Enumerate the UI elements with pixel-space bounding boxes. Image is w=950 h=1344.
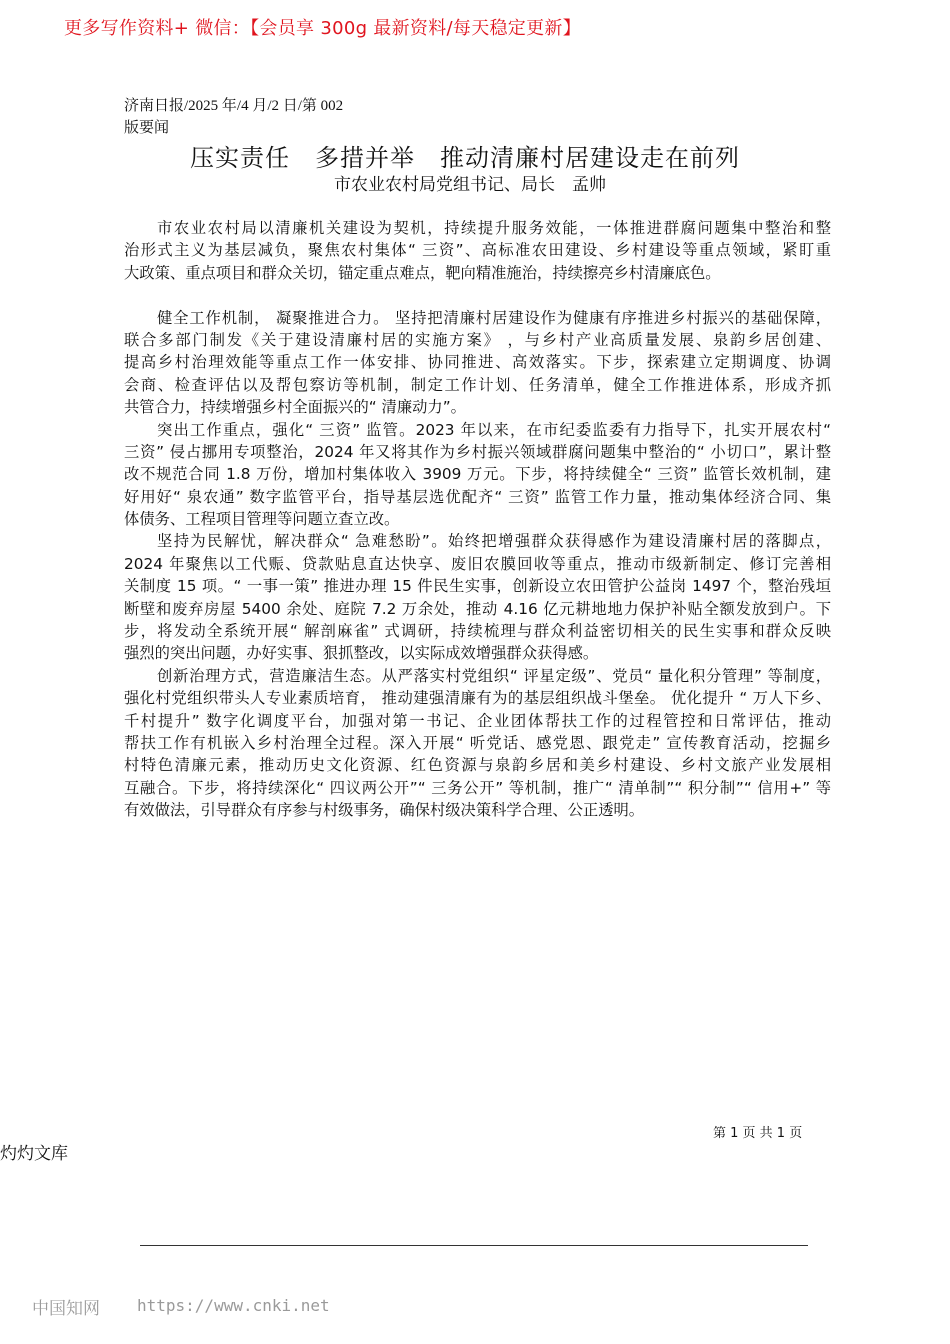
footer-divider [140,1245,808,1246]
paragraph-line: 2024 年聚焦以工代赈、贷款贴息直达快享、废旧农膜回收等重点，推动市级新制定、修订完善相 [124,554,831,573]
paragraph-line: 村特色清廉元素，推动历史文化资源、红色资源与泉韵乡居和美乡村建设、乡村文旅产业发展相 [124,756,831,775]
source-line: 济南日报/2025 年/4 月/2 日/第 002 [124,98,344,114]
paragraph-line: 共管合力，持续增强乡村全面振兴的“ 清廉动力”。 [124,398,466,417]
paragraph-line: 联合多部门制发《关于建设清廉村居的实施方案》 ，与乡村产业高质量发展、泉韵乡居创建、 [124,330,831,349]
paragraph-line: 三资” 侵占挪用专项整治，2024 年又将其作为乡村振兴领域群腐问题集中整治的“ 小切口”，累计整 [124,442,831,461]
paragraph-line: 有效做法，引导群众有序参与村级事务，确保村级决策科学合理、公正透明。 [124,801,645,820]
paragraph-line: 市农业农村局以清廉机关建设为契机，持续提升服务效能，一体推进群腐问题集中整治和整 [157,219,831,237]
paragraph [124,665,831,822]
paragraph-line: 治形式主义为基层减负，聚焦农村集体“ 三资”、高标准农田建设、乡村建设等重点领域，紧盯重 [124,241,831,260]
paragraph-line: 大政策、重点项目和群众关切，锚定重点难点，靶向精准施治，持续擦亮乡村清廉底色。 [124,263,721,282]
paragraph-line: 健全工作机制， 凝聚推进合力。 坚持把清廉村居建设作为健康有序推进乡村振兴的基础保障， [157,308,831,327]
paragraph-line: 创新治理方式，营造廉洁生态。从严落实村党组织“ 评星定级”、党员“ 量化积分管理” 等制度， [157,666,831,685]
paragraph-line: 坚持为民解忧，解决群众“ 急难愁盼”。始终把增强群众获得感作为建设清廉村居的落脚点， [157,532,831,551]
paragraph [124,530,831,664]
cnki-url-link[interactable]: https://www.cnki.net [137,1296,330,1315]
paragraph-line: 突出工作重点，强化“ 三资” 监管。2023 年以来，在市纪委监委有力指导下，扎实开展农村“ [157,420,831,439]
paragraph [124,419,831,531]
paragraph-line: 体债务、工程项目管理等问题立查立改。 [124,510,400,529]
promo-banner: 更多写作资料+ 微信：【会员享 300g 最新资料/每天稳定更新】 [64,18,581,39]
paragraph-line: 帮扶工作有机嵌入乡村治理全过程。深入开展“ 听党话、感党恩、跟党走” 宣传教育活动，挖掘乡 [124,733,831,752]
cnki-logo-text: 中国知网 [32,1299,100,1319]
paragraph-line: 断壁和废弃房屋 5400 余处、庭院 7.2 万余处，推动 4.16 亿元耕地地力保护补贴全额发放到户。下 [124,599,831,618]
paragraph [124,307,831,419]
paragraph-line: 千村提升” 数字化调度平台，加强对第一书记、企业团体帮扶工作的过程管控和日常评估，推动 [124,711,831,730]
paragraph-line: 提高乡村治理效能等重点工作一体安排、协同推进、高效落实。下步，探索建立定期调度、协调 [124,353,831,372]
paragraph-line: 会商、检查评估以及帮包察访等机制，制定工作计划、任务清单，健全工作推进体系，形成齐抓 [124,375,831,394]
article-author: 市农业农村局党组书记、局长 孟帅 [334,175,606,195]
paragraph-line: 互融合。下步，将持续深化“ 四议两公开”“ 三务公开” 等机制，推广“ 清单制”“ 积分制”“ 信用+” 等 [124,778,831,797]
library-label: 灼灼文库 [0,1144,68,1164]
page-number: 第 1 页 共 1 页 [713,1126,803,1141]
source-line-continued: 版要闻 [124,118,170,136]
paragraph [124,217,831,284]
paragraph-line: 改不规范合同 1.8 万份，增加村集体收入 3909 万元。下步，将持续健全“ 三资” 监管长效机制，建 [124,465,831,484]
article-body [124,217,831,822]
paragraph-line: 强烈的突出问题，办好实事、狠抓整改，以实际成效增强群众获得感。 [124,644,599,663]
article-title: 压实责任 多措并举 推动清廉村居建设走在前列 [190,144,740,172]
paragraph-line: 好用好“ 泉农通” 数字监管平台，指导基层选优配齐“ 三资” 监管工作力量，推动集体经济合同、集 [124,487,831,506]
paragraph-line: 步，将发动全系统开展“ 解剖麻雀” 式调研，持续梳理与群众利益密切相关的民生实事和群众反映 [124,622,831,641]
paragraph-line: 关制度 15 项。“ 一事一策” 推进办理 15 件民生实事，创新设立农田管护公益岗 1497 个，整治残垣 [124,577,831,596]
paragraph-spacer [124,284,831,306]
paragraph-line: 强化村党组织带头人专业素质培育， 推动建强清廉有为的基层组织战斗堡垒。 优化提升 “ 万人下乡、 [124,689,831,708]
